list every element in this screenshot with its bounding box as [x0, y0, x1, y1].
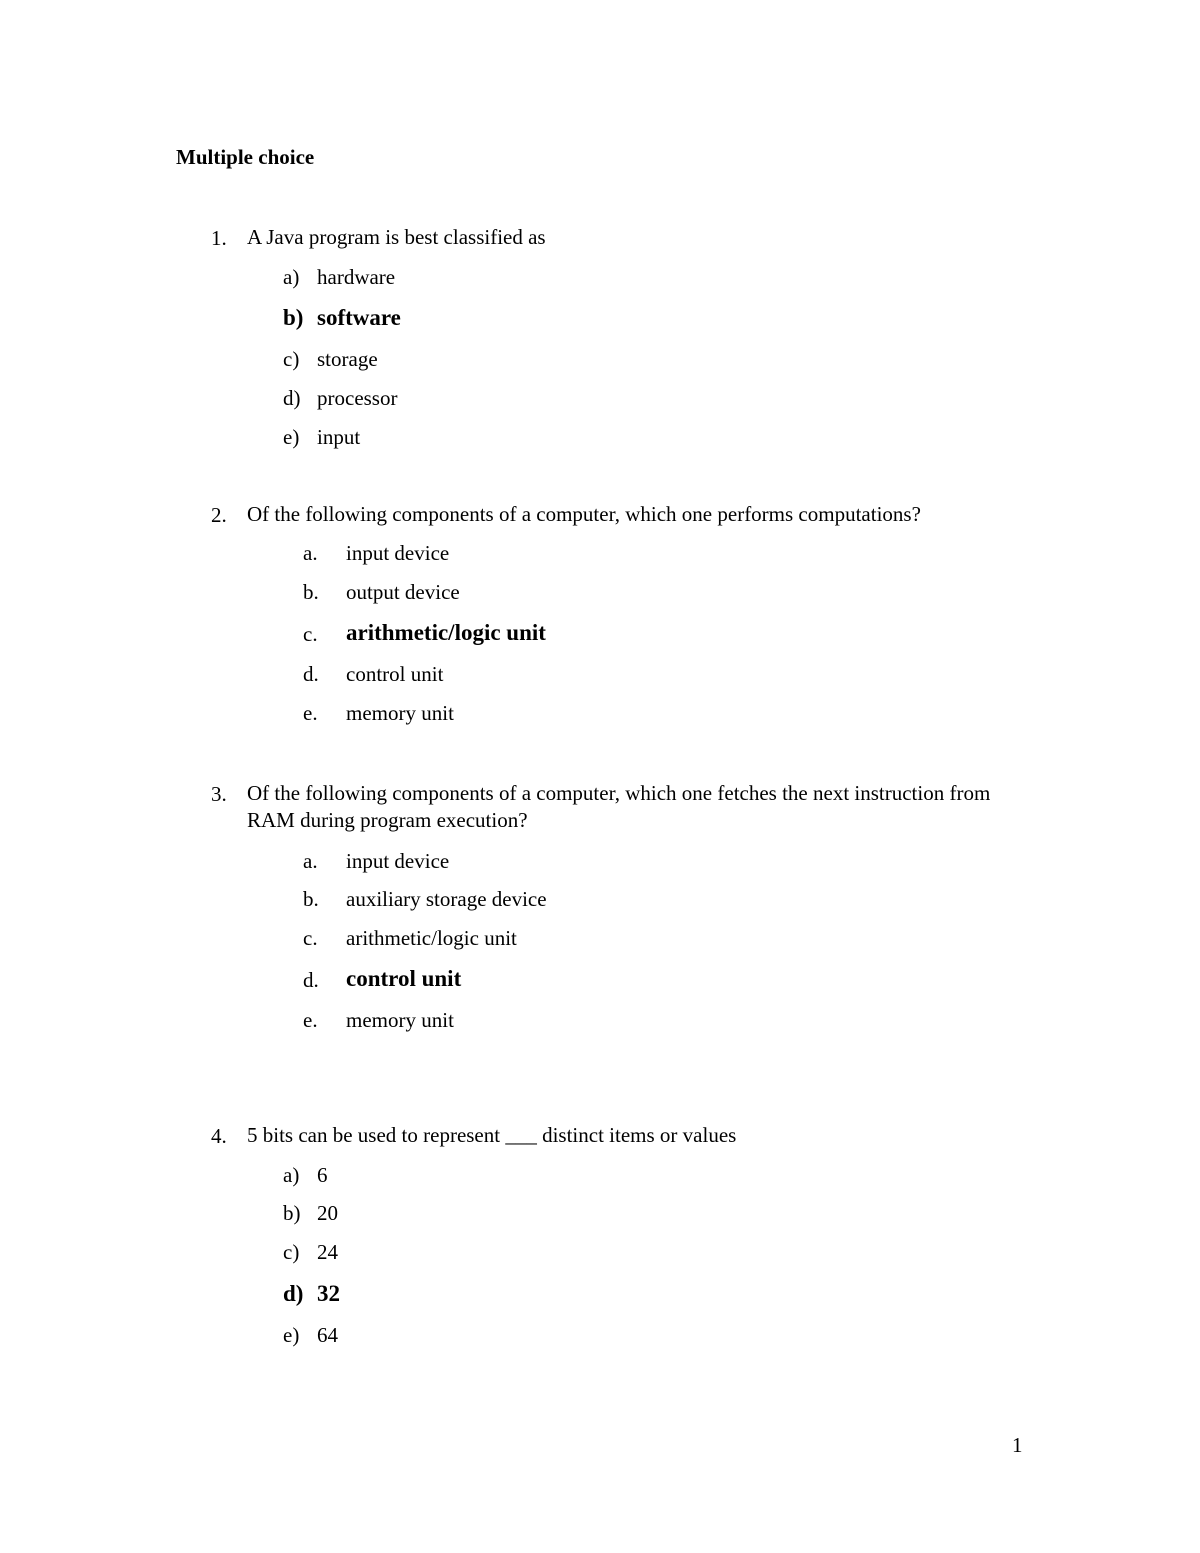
option-mark: c)	[283, 347, 300, 371]
option-text: arithmetic/logic unit	[346, 926, 517, 950]
option-text: storage	[317, 347, 378, 371]
question-number: 3.	[211, 782, 227, 806]
option-mark: c.	[303, 926, 318, 950]
option-mark: b)	[283, 1201, 301, 1225]
option-text: processor	[317, 386, 398, 410]
option-text: 64	[317, 1323, 338, 1347]
option-text: 20	[317, 1201, 338, 1225]
option-text: 6	[317, 1163, 328, 1187]
option-text: auxiliary storage device	[346, 887, 547, 911]
option-mark: c)	[283, 1240, 300, 1264]
option-mark: a)	[283, 1163, 300, 1187]
option-text: input device	[346, 849, 450, 873]
question-text: 5 bits can be used to represent ___ distinct items or values	[247, 1123, 737, 1147]
page-number: 1	[1012, 1433, 1023, 1457]
option-mark: d.	[303, 968, 319, 992]
option-text: input device	[346, 541, 450, 565]
option-mark: b.	[303, 887, 319, 911]
question-text: Of the following components of a computer, which one performs computations?	[247, 502, 921, 526]
option-mark: d)	[283, 386, 301, 410]
question-text: A Java program is best classified as	[247, 225, 546, 249]
option-mark: e.	[303, 701, 318, 725]
option-mark: e)	[283, 1323, 300, 1347]
option-mark: a)	[283, 265, 300, 289]
option-text: control unit	[346, 662, 444, 686]
option-text: input	[317, 425, 361, 449]
option-mark: a.	[303, 541, 318, 565]
question-text: Of the following components of a computer, which one fetches the next instruction from RAM during program execution?	[247, 781, 991, 832]
question-number: 4.	[211, 1124, 227, 1148]
option-mark: d.	[303, 662, 319, 686]
question-number: 2.	[211, 503, 227, 527]
option-mark: e.	[303, 1008, 318, 1032]
option-mark: a.	[303, 849, 318, 873]
question-number: 1.	[211, 226, 227, 250]
option-mark: e)	[283, 425, 300, 449]
option-text: output device	[346, 580, 460, 604]
correct-answer-text: 32	[317, 1281, 340, 1306]
option-mark: b.	[303, 580, 319, 604]
option-text: 24	[317, 1240, 338, 1264]
correct-answer-text: software	[317, 305, 401, 330]
section-heading: Multiple choice	[176, 145, 315, 169]
option-mark: b)	[283, 305, 304, 330]
option-text: memory unit	[346, 701, 454, 725]
option-mark: d)	[283, 1281, 304, 1306]
option-text: hardware	[317, 265, 396, 289]
option-text: memory unit	[346, 1008, 454, 1032]
correct-answer-text: control unit	[346, 966, 462, 991]
option-mark: c.	[303, 622, 318, 646]
correct-answer-text: arithmetic/logic unit	[346, 620, 546, 645]
